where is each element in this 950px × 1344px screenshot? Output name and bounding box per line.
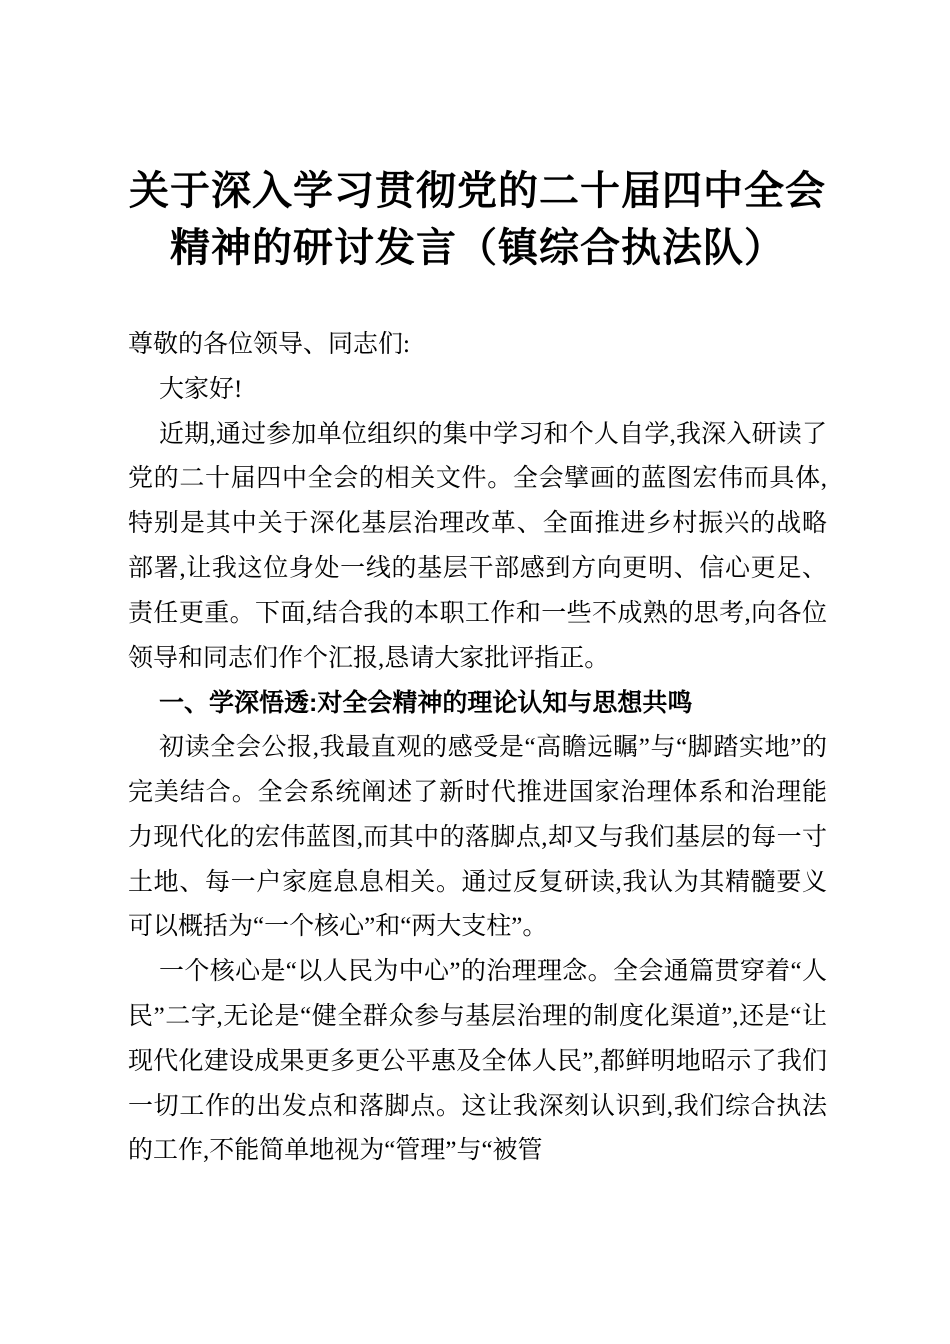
document-body (128, 323, 827, 1174)
paragraph-opening: 近期,通过参加单位组织的集中学习和个人自学,我深入研读了党的二十届四中全会的相关文件。全会擘画的蓝图宏伟而具体,特别是其中关于深化基层治理改革、全面推进乡村振兴的战略部署,让我这位身处一线的基层干部感到方向更明、信心更足、责任更重。下面,结合我的本职工作和一些不成熟的思考,向各位领导和同志们作个汇报,恳请大家批评指正。 (128, 420, 827, 672)
section-heading-1: 一、学深悟透:对全会精神的理论认知与思想共鸣 (159, 689, 693, 718)
document-title: 关于深入学习贯彻党的二十届四中全会精神的研讨发言（镇综合执法队） (129, 168, 826, 270)
greeting-line: 大家好! (159, 375, 243, 403)
paragraph-one-core: 一个核心是“以人民为中心”的治理理念。全会通篇贯穿着“人民”二字,无论是“健全群众参与基层治理的制度化渠道”,还是“让现代化建设成果更多更公平惠及全体人民”,都鲜明地昭示了我们一切工作的出发点和落脚点。这让我深刻认识到,我们综合执法的工作,不能简单地视为“管理”与“被管 (128, 958, 827, 1165)
salutation-line: 尊敬的各位领导、同志们: (128, 331, 410, 358)
paragraph-theory-understanding: 初读全会公报,我最直观的感受是“高瞻远瞩”与“脚踏实地”的完美结合。全会系统阐述了新时代推进国家治理体系和治理能力现代化的宏伟蓝图,而其中的落脚点,却又与我们基层的每一寸土地、每一户家庭息息相关。通过反复研读,我认为其精髓要义可以概括为“一个核心”和“两大支柱”。 (128, 734, 827, 941)
